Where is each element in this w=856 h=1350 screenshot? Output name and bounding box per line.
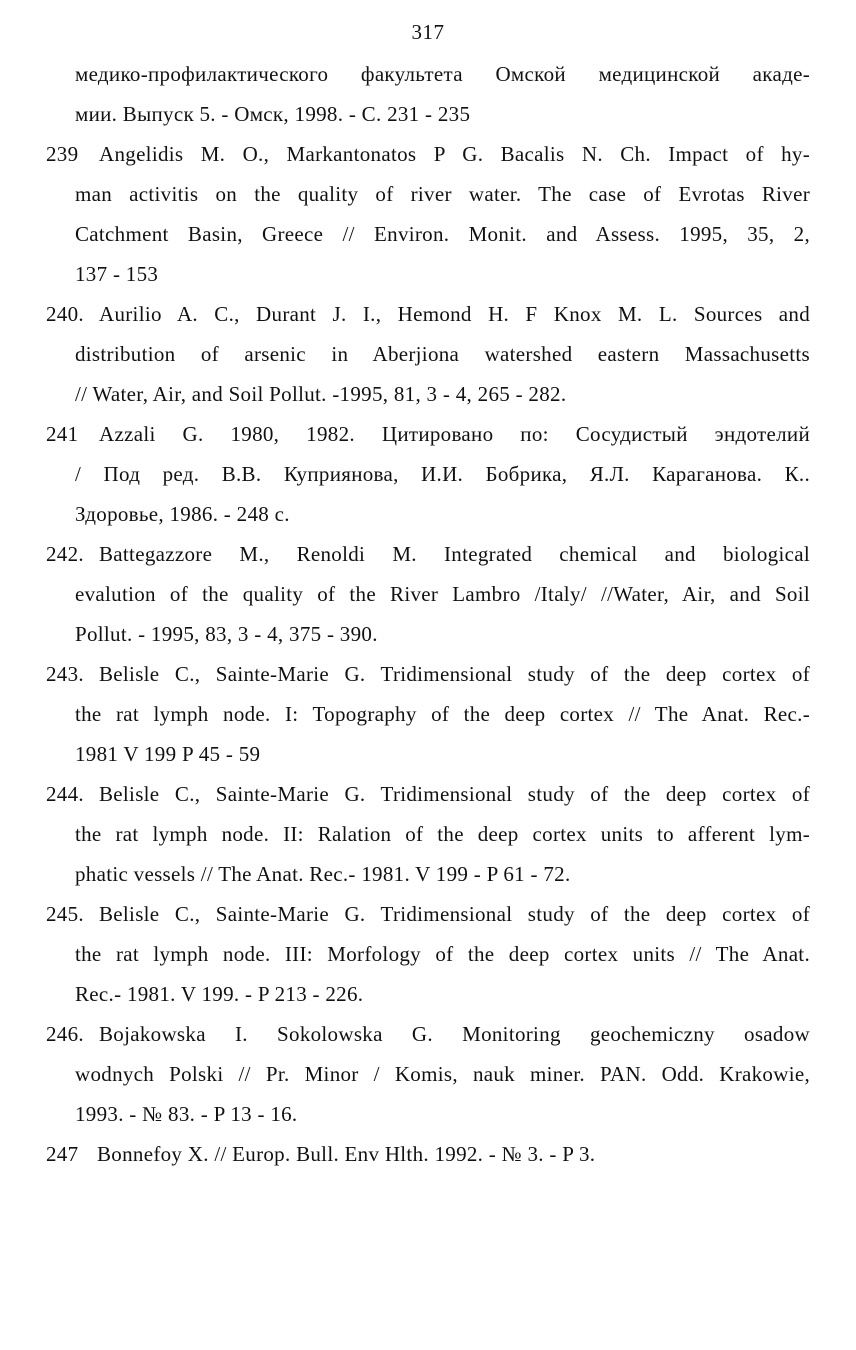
reference-line: 1981 V 199 P 45 - 59: [75, 742, 261, 766]
reference-number: 245.: [46, 902, 84, 926]
reference-line: wodnych Polski // Pr. Minor / Komis, nauk miner. PAN. Odd. Krakowie,: [75, 1062, 810, 1086]
reference-number: 241: [46, 422, 79, 446]
reference-line: Battegazzore M., Renoldi M. Integrated chemical and biological: [99, 542, 810, 566]
reference-line: Rec.- 1981. V 199. - P 213 - 226.: [75, 982, 364, 1006]
reference-line: Angelidis M. O., Markantonatos P G. Bacalis N. Ch. Impact of hy-: [99, 142, 810, 166]
reference-line: Bonnefoy X. // Europ. Bull. Env Hlth. 1992. - № 3. - P 3.: [97, 1142, 596, 1166]
reference-number: 240.: [46, 302, 84, 326]
continuation-line: медико-профилактического факультета Омской медицинской акаде-: [75, 62, 810, 86]
reference-line: the rat lymph node. III: Morfology of the deep cortex units // The Anat.: [75, 942, 810, 966]
reference-line: / Под ред. В.В. Куприянова, И.И. Бобрика, Я.Л. Караганова. К..: [75, 462, 810, 486]
reference-line: Belisle C., Sainte-Marie G. Tridimensional study of the deep cortex of: [99, 902, 810, 926]
reference-line: 1993. - № 83. - P 13 - 16.: [75, 1102, 298, 1126]
reference-number: 242.: [46, 542, 84, 566]
reference-line: Здоровье, 1986. - 248 с.: [75, 502, 290, 526]
reference-line: distribution of arsenic in Aberjiona watershed eastern Massachusetts: [75, 342, 810, 366]
reference-line: the rat lymph node. II: Ralation of the deep cortex units to afferent lym-: [75, 822, 810, 846]
reference-line: the rat lymph node. I: Topography of the deep cortex // The Anat. Rec.-: [75, 702, 810, 726]
reference-number: 247: [46, 1142, 79, 1166]
page-number: 317: [411, 20, 445, 44]
reference-line: // Water, Air, and Soil Pollut. -1995, 81, 3 - 4, 265 - 282.: [75, 382, 567, 406]
reference-line: phatic vessels // The Anat. Rec.- 1981. V 199 - P 61 - 72.: [75, 862, 571, 886]
reference-line: 137 - 153: [75, 262, 159, 286]
reference-line: Azzali G. 1980, 1982. Цитировано по: Сосудистый эндотелий: [99, 422, 810, 446]
reference-number: 243.: [46, 662, 84, 686]
reference-line: Pollut. - 1995, 83, 3 - 4, 375 - 390.: [75, 622, 378, 646]
reference-number: 244.: [46, 782, 84, 806]
reference-line: Catchment Basin, Greece // Environ. Monit. and Assess. 1995, 35, 2,: [75, 222, 810, 246]
reference-line: Belisle C., Sainte-Marie G. Tridimensional study of the deep cortex of: [99, 662, 810, 686]
reference-line: man activitis on the quality of river water. The case of Evrotas River: [75, 182, 810, 206]
reference-number: 246.: [46, 1022, 84, 1046]
reference-line: Aurilio A. C., Durant J. I., Hemond H. F Knox M. L. Sources and: [99, 302, 810, 326]
reference-line: Bojakowska I. Sokolowska G. Monitoring geochemiczny osadow: [99, 1022, 810, 1046]
reference-number: 239: [46, 142, 79, 166]
reference-line: evalution of the quality of the River Lambro /Italy/ //Water, Air, and Soil: [75, 582, 810, 606]
reference-line: Belisle C., Sainte-Marie G. Tridimensional study of the deep cortex of: [99, 782, 810, 806]
continuation-line: мии. Выпуск 5. - Омск, 1998. - С. 231 - 235: [75, 102, 471, 126]
